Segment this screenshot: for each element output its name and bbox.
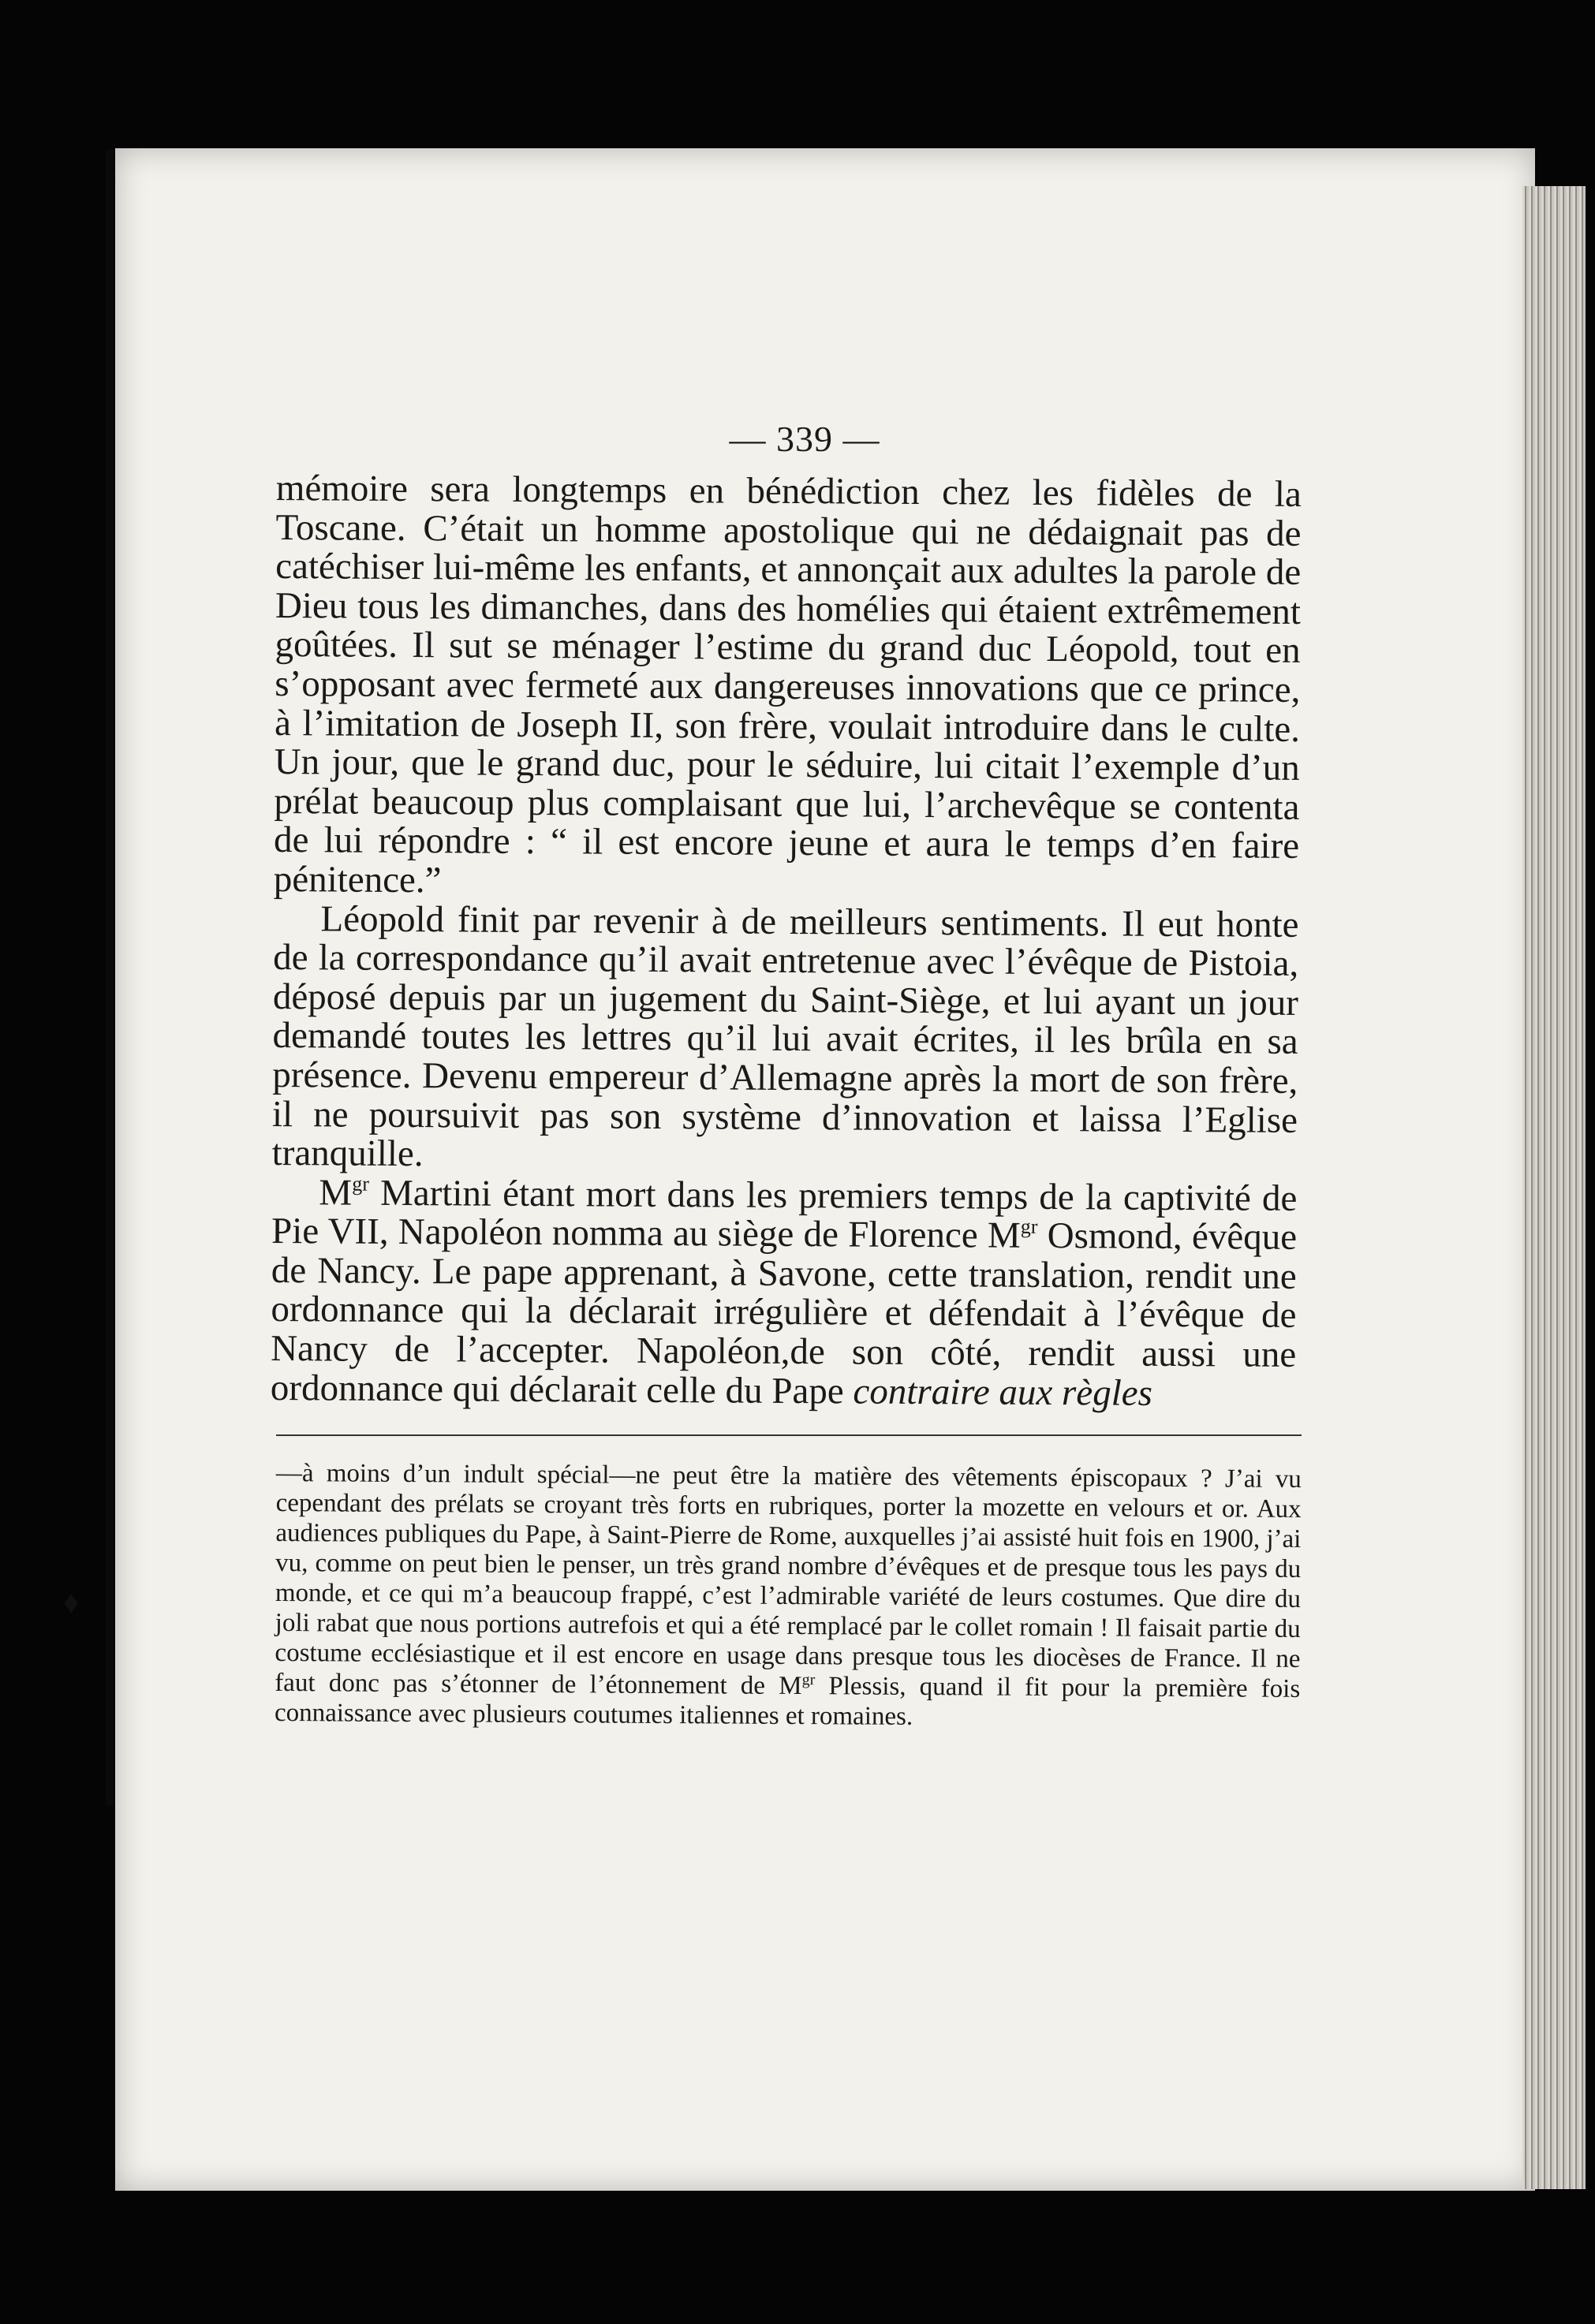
paragraph-3-text-a: Martini étant mort dans les premiers temps de la captivité de Pie VII, Napoléon nomma au siège de Florence M (271, 1172, 1298, 1257)
page-content (270, 418, 1302, 1732)
paragraph-3-text-b: Osmond, évêque de Nancy. Le pape apprenant, à Savone, cette translation, rendit une ordonnance qui la déclarait irrégulière et défendait à l’évêque de Nancy de l’accepter. Napoléon,de son côté, rendit aussi une ordonnance qui déclarait celle du Pape (270, 1215, 1298, 1412)
footnote (275, 1458, 1302, 1734)
mgr-superscript: gr (801, 1671, 816, 1689)
paragraph-2: Léopold finit par revenir à de meilleurs sentiments. Il eut honte de la correspondance qu’il avait entretenue avec l’évêque de Pistoia, déposé depuis par un jugement du Saint-Siège, et lui ayant un jour demandé toutes les lettres qu’il lui avait écrites, il les brûla en sa présence. Devenu empereur d’Allemagne après la mort de son frère, il ne poursuivit pas son système d’innovation et laissa l’Eglise tranquille. (271, 897, 1299, 1175)
mgr-abbrev: M (319, 1172, 353, 1214)
paragraph-1: mémoire sera longtemps en bénédiction chez les fidèles de la Toscane. C’était un homme apostolique qui ne dédaignait pas de catéchiser lui-même les enfants, et annonçait aux adultes la parole de Dieu tous les dimanches, dans des homélies qui étaient extrêmement goûtées. Il sut se ménager l’estime du grand duc Léopold, tout en s’opposant avec fermeté aux dangereuses innovations que ce prince, à l’imitation de Joseph II, son frère, voulait introduire dans le culte. Un jour, que le grand duc, pour le séduire, lui citait l’exemple d’un prélat beaucoup plus complaisant que lui, l’archevêque se contenta de lui répondre : “ il est encore jeune et aura le temps d’en faire pénitence.” (273, 468, 1302, 901)
page-edges (1522, 186, 1586, 2189)
main-text (271, 469, 1302, 1414)
paragraph-3-italic: contraire aux règles (853, 1371, 1153, 1414)
footnote-text-a: —à moins d’un indult spécial—ne peut être la matière des vêtements épiscopaux ? J’ai vu cependant des prélats se croyant très forts en rubriques, porter la mozette en velours et or. Aux audiences publiques du Pape, à Saint-Pierre de Rome, auxquelles j’ai assisté huit fois en 1900, j’ai vu, comme on peut bien le penser, un très grand nombre d’évêques et de presque tous les pays du monde, et ce qui m’a beaucoup frappé, c’est l’admirable variété de leurs costumes. Que dire du joli rabat que nous portions autrefois et qui a été remplacé par le collet romain ! Il faisait partie du costume ecclésiastique et il est encore en usage dans presque tous les diocèses de France. Il ne faut donc pas s’étonner de l’étonnement de M (275, 1459, 1302, 1701)
paragraph-3 (271, 1173, 1298, 1414)
mgr-superscript: gr (352, 1172, 370, 1196)
footnote-rule (276, 1434, 1302, 1436)
footnote-text-b: Plessis, quand il fit pour la première fois connaissance avec plusieurs coutumes italiennes et romaines. (274, 1672, 1301, 1732)
gutter-shadow (106, 150, 114, 1806)
margin-mark: ♦ (63, 1584, 80, 1620)
page-number: — 339 — (729, 419, 880, 459)
mgr-superscript: gr (1020, 1215, 1038, 1239)
